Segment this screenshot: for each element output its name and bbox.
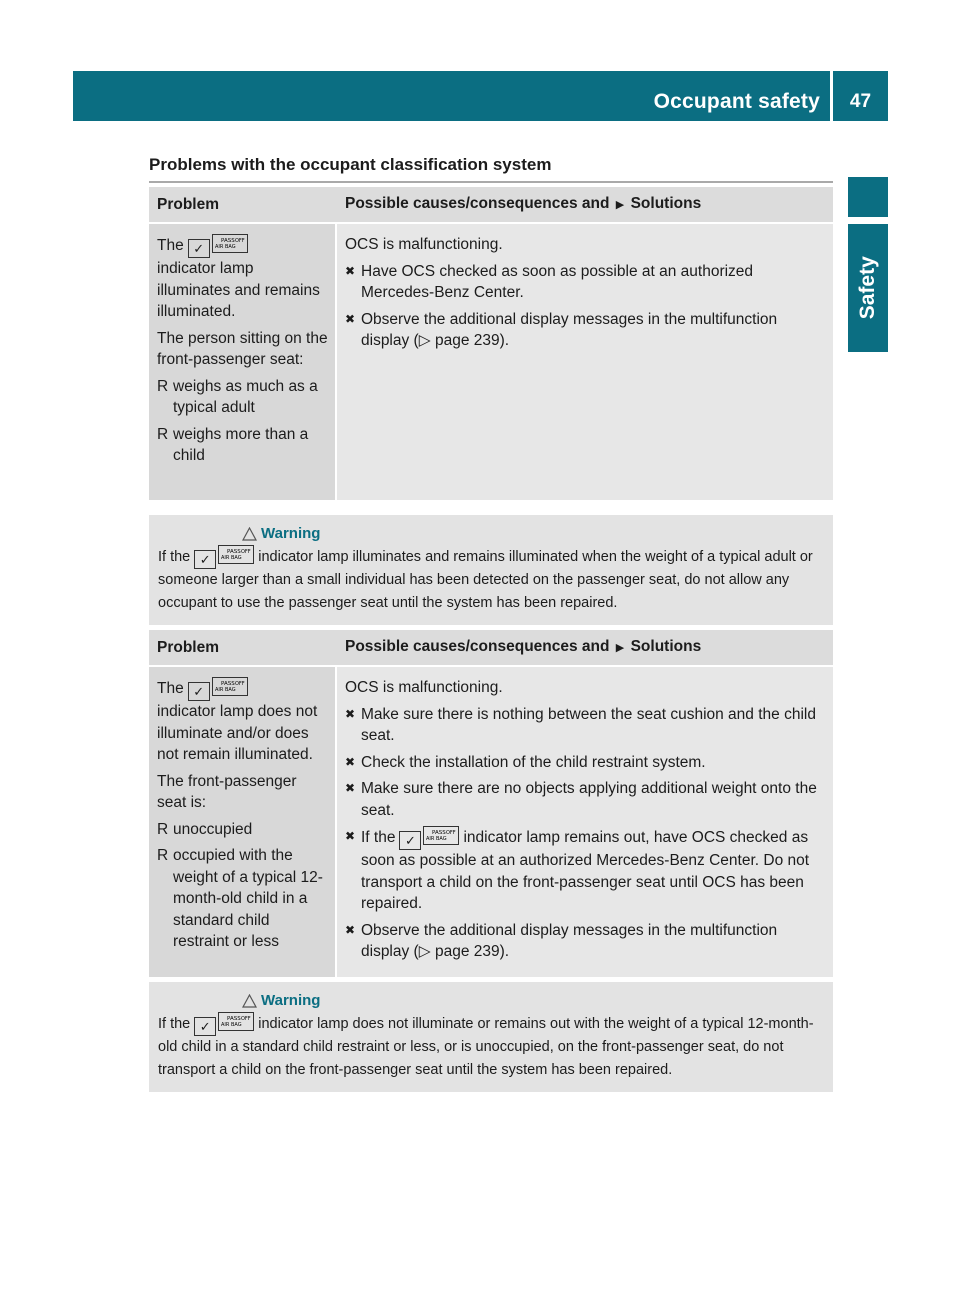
svg-text:PASS: PASS — [220, 681, 235, 687]
solutions-cell — [337, 667, 833, 977]
child-seat-lamp-icon: ✓ — [188, 682, 210, 701]
list-item: R occupied with the weight of a typical 12-month-old child in a standard child restraint or less — [157, 847, 323, 950]
svg-text:OFF: OFF — [241, 549, 251, 555]
action-marker-icon: ✖ — [345, 922, 356, 937]
solutions-header: Possible causes/consequences and ▶ Solutions — [337, 630, 833, 667]
section-title: Problems with the occupant classification system — [149, 154, 833, 183]
problem-lead: The ✓ PASS AIR BAG OFF indicator lamp does not illuminate and/or does not remain illuminated. — [157, 677, 329, 766]
page-ref[interactable]: page 239 — [434, 332, 500, 349]
svg-text:AIR BAG: AIR BAG — [221, 555, 242, 561]
svg-text:OFF: OFF — [241, 1016, 251, 1022]
page-ref-icon: ▷ — [418, 332, 431, 349]
svg-text:AIR BAG: AIR BAG — [214, 244, 236, 250]
pass-airbag-off-lamp-icon — [423, 826, 459, 845]
warning-text: If the ✓ PASS AIR BAG OFF indicator lamp does not illuminate or remains out with the weight of a typical 12-month-old child in a standard child restraint or less, or is unoccupied, on the front-passenger seat, do not transport a child on the front-passenger seat until the system has been repaired. — [158, 1012, 825, 1082]
warning-triangle-icon — [242, 527, 257, 541]
child-seat-lamp-icon: ✓ — [194, 1017, 216, 1036]
warning-text: If the ✓ PASS AIR BAG OFF indicator lamp illuminates and remains illuminated when the weight of a typical adult or someone larger than a small individual has been detected on the passenger seat, do not allow any occupant to use the passenger seat until the system has been repaired. — [158, 545, 825, 615]
svg-text:AIR BAG: AIR BAG — [214, 687, 236, 693]
svg-text:PASS: PASS — [227, 1016, 241, 1022]
warning-title: Warning — [261, 525, 321, 542]
svg-text:OFF: OFF — [234, 681, 245, 687]
problem-header: Problem — [149, 630, 337, 667]
problem-table-1 — [149, 187, 833, 500]
side-tab-marker — [848, 177, 888, 217]
problem-cell — [149, 667, 337, 977]
warning-triangle-icon — [242, 994, 257, 1008]
svg-text:OFF: OFF — [234, 238, 245, 244]
child-seat-lamp-icon: ✓ — [188, 239, 210, 258]
action-item: ✖ Observe the additional display messages in the multifunction display (▷ page 239). — [345, 309, 827, 352]
page-header-bar — [73, 71, 888, 121]
solutions-cell — [337, 224, 833, 500]
svg-text:PASS: PASS — [220, 238, 235, 244]
svg-text:AIR BAG: AIR BAG — [426, 836, 448, 842]
action-marker-icon: ✖ — [345, 311, 356, 326]
arrow-right-icon: ▶ — [615, 641, 625, 654]
child-seat-lamp-icon: ✓ — [399, 831, 421, 850]
list-item: R weighs as much as a typical adult — [157, 377, 318, 416]
action-item: ✖ Observe the additional display messages in the multifunction display (▷ page 239). — [345, 920, 827, 963]
action-marker-icon: ✖ — [345, 781, 356, 795]
solutions-header: Possible causes/consequences and ▶ Solutions — [337, 187, 833, 224]
pass-airbag-off-lamp-icon — [212, 234, 248, 253]
problem-description: The person sitting on the front-passenger seat: — [157, 329, 328, 368]
action-marker-icon: ✖ — [345, 754, 356, 769]
action-item: ✖ Make sure there are no objects applying additional weight onto the seat. — [345, 778, 827, 821]
header-title: Occupant safety — [653, 90, 820, 113]
warning-box-2 — [149, 982, 833, 1092]
problem-description: The front-passenger seat is: — [157, 772, 297, 811]
svg-text:PASS: PASS — [432, 830, 447, 836]
pass-airbag-off-lamp-icon — [218, 545, 254, 564]
solution-intro: OCS is malfunctioning. — [345, 679, 503, 696]
side-tab-label: Safety — [856, 256, 880, 320]
pass-airbag-off-lamp-icon — [218, 1012, 254, 1031]
solution-intro: OCS is malfunctioning. — [345, 236, 503, 253]
action-marker-icon: ✖ — [345, 829, 356, 843]
warning-title: Warning — [261, 992, 321, 1009]
action-item: ✖ Check the installation of the child restraint system. — [345, 752, 827, 774]
pass-airbag-off-lamp-icon — [212, 677, 248, 696]
list-item: R unoccupied — [157, 820, 253, 838]
action-item: ✖ Make sure there is nothing between the seat cushion and the child seat. — [345, 704, 827, 747]
svg-text:AIR BAG: AIR BAG — [221, 1022, 242, 1028]
problem-cell — [149, 224, 337, 500]
page-ref-icon: ▷ — [418, 943, 431, 960]
action-marker-icon: ✖ — [345, 706, 356, 721]
problem-lead: The ✓ PASS AIR BAG OFF indicator lamp illuminates and remains illuminated. — [157, 234, 329, 323]
page-number: 47 — [849, 91, 872, 112]
page-ref[interactable]: page 239 — [434, 943, 500, 960]
child-seat-lamp-icon: ✓ — [194, 550, 216, 569]
action-marker-icon: ✖ — [345, 263, 356, 278]
svg-text:OFF: OFF — [446, 830, 457, 836]
problem-table-2 — [149, 630, 833, 977]
list-item: R weighs more than a child — [157, 425, 309, 464]
warning-box-1 — [149, 515, 833, 625]
svg-text:PASS: PASS — [227, 549, 241, 555]
problem-header: Problem — [149, 187, 337, 224]
action-item: ✖ Have OCS checked as soon as possible at an authorized Mercedes-Benz Center. — [345, 261, 827, 304]
arrow-right-icon: ▶ — [615, 198, 625, 211]
action-item: ✖ If the ✓ PASS AIR BAG OFF indicator lamp remains out, have OCS checked as soon as possible at an authorized Mercedes-Benz Center. Do not transport a child on the front-passenger seat until OCS has been repaired. — [345, 826, 827, 915]
